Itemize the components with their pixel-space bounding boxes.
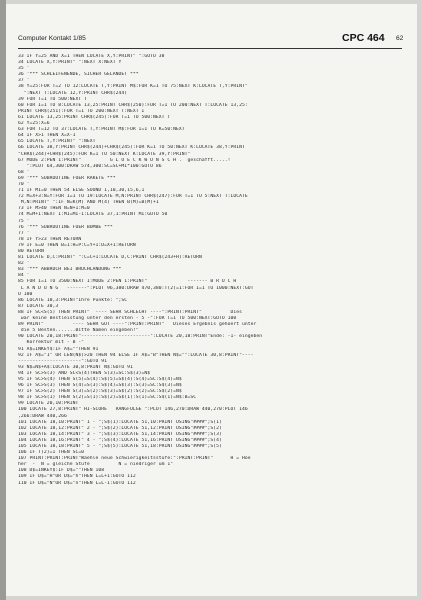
listing-line: L A N D U N G -------":PLOT 96,380:DRAW 470,380:T(2)=1:FOR I=1 TO 1000:NEXT:GOT [18,285,254,291]
magazine-issue-label: Computer Kontakt 1/85 [18,35,86,42]
listing-line: 36 '*** SCHLEIFENENDE, SICHER GELANDET *** [18,72,139,78]
listing-line: 61 LOCATE 13,25:PRINT CHR$(245):FOR T=1 TO 500:NEXT T [18,114,171,120]
listing-line: 68 ' [18,169,30,175]
listing-line: M,N:PRINT" ":IF N=K(M) AND M(4) THEN B(M)=B(M)+1 [18,200,159,206]
listing-line: 83 '*** ABBRUCH BEI BRUCHLANDUNG *** [18,267,122,273]
listing-line: ":NEXT T:LOCATE 12,Y:PRINT CHR$(244) [18,90,128,96]
listing-line: "CHR$(244)+CHR$(245):FOR K=1 TO 50:NEXT K:LOCATE 39,Y:PRINT" [18,151,191,157]
listing-line: 110 IF D$="N"OR D$="n"THEN L=L-1:GOTO 112 [18,480,136,486]
listing-line: 72 M=X+3:N=Y:FOR I=1 TO 19:LOCATE M,N:PRINT CHR$(247):FOR T=1 TO 5:NEXT T:LOCATE [18,194,248,200]
page-number: 62 [396,35,404,42]
listing-line: her - N = gleiche Stufe N = niedriger um 1" [18,462,174,468]
listing-line: 66 LOCATE 38,Y:PRINT CHR$(244)+CHR$(245):FOR K=1 TO 50:NEXT K:LOCATE 38,Y:PRINT [18,145,245,151]
listing-line: 87 LOCATE 30,3 [18,303,59,309]
listing-line: 102 LOCATE 18,12:PRINT" 2 - ";S$(2):LOCATE 51,12:PRINT USING"####";S(2) [18,425,222,431]
listing-line: 88 IF SC<S(5) THEN PRINT" ---- SEHR SCHLECHT ----":PRINT:PRINT" Dies [18,309,243,315]
listing-line: 35 ' [18,66,30,72]
listing-line: 77 ' [18,230,30,236]
basic-program-listing [18,54,402,576]
listing-line: 91 A$=INKEY$:IF A$=""THEN 91 [18,346,99,352]
listing-line: 37 ' [18,78,30,84]
listing-line: 65 LOCATE T,Y:PRINT" ":NEXT [18,139,96,145]
listing-line: 33 IF Y=25 AND X=1 THEN LOCATE X,Y:PRINT" ":GOTO 38 [18,54,165,59]
listing-line: 93 N$=N$+A$:LOCATE 30,8:PRINT N$:GOTO 91 [18,364,133,370]
listing-line: ,266:DRAW 440,266 [18,413,67,419]
listing-line: Korrektur mit - B -" [18,340,85,346]
listing-line: 97 IF SC>S(2) THEN S(3)=S(2):S$(3)=S$(2):S(2)=SC:S$(2)=N$ [18,389,182,395]
listing-line: 108 D$=INKEY$:IF D$=""THEN 108 [18,468,105,474]
listing-line: 75 ' [18,218,30,224]
listing-line: 100 LOCATE 27,8:PRINT" HI-SCORE RANGFOLGE ":PLOT 146,270:DRAW 440,270:PLOT 146 [18,407,248,413]
listing-line: ----------------------":GOTO 91 [18,358,108,364]
listing-line: 69 '*** SUBROUTINE FUER RAKETE *** [18,175,116,181]
listing-line: ":PLOT 64,300:DRAW 574,300:SC=SC+MI*100:GOTO 86 [18,163,162,169]
listing-line: 86 LOCATE 10,3:PRINT"Ihre Punkte: ";SC [18,297,128,303]
listing-line: O 100 [18,291,33,297]
listing-line: 34 LOCATE X,Y:PRINT" ":NEXT X:NEXT Y [18,60,122,66]
listing-line: 81 LOCATE D,C:PRINT" ":C=C+1:LOCATE D,C:PRINT CHR$(243+H):RETURN [18,255,202,261]
listing-line: 85 FOR I=1 TO 3500:NEXT I:MODE 2:PEN 1:PRINT" ------- B R U C H [18,279,237,285]
header-rule [18,48,402,49]
listing-line: 105 LOCATE 18,18:PRINT" 5 - ";S$(5):LOCATE 51,18:PRINT USING"####";S(5) [18,444,222,449]
listing-line: 89 PRINT" ---- SEHR GUT ----":PRINT:PRINT" Dieses Ergebnis gehoert unter [18,322,257,328]
listing-line: 101 LOCATE 18,10:PRINT" 1 - ";S$(1):LOCATE 51,10:PRINT USING"####";S(1) [18,419,222,425]
listing-line: 73 IF M>40 THEN N=N+1:M=0 [18,206,90,212]
listing-line: 92 IF A$="1" OR LEN(N$)>20 THEN 94 ELSE IF A$="B"THEN N$="":LOCATE 30,8:PRINT"---- [18,352,254,358]
listing-line: 99 LOCATE 20,10:PRINT [18,401,79,407]
listing-line: 79 IF E=0 THEN B=1:H=P:C=Y+1:D=X+1:RETURN [18,242,136,248]
listing-line: 84 ' [18,273,30,279]
listing-line: 106 IF T(2)=1 THEN SC=0 [18,450,85,456]
listing-line: 82 ' [18,261,30,267]
listing-line: 74 M=M+1:NEXT I:MI=MI-1:LOCATE 37,1:PRINT MI:GOTO 50 [18,212,168,218]
listing-line: 39 FOR T=1 TO 500:NEXT T [18,96,87,102]
listing-line: 94 IF SC>S(3) AND SC<S(4)THEN S(3)=SC:S$(3)=N$ [18,370,151,376]
listing-line: 63 FOR T=12 TO 37:LOCATE T,Y:PRINT M$:FOR I=1 TO K=50:NEXT [18,127,185,133]
listing-line: war keine Bestleistung unter den ersten - 5 -":FOR T=1 TO 500:NEXT:GOTO 100 [18,316,237,322]
listing-line: 95 IF SC>S(4) THEN S(5)=S(4):S$(5)=S$(4):S(4)=SC:S$(4)=N$ [18,376,182,382]
listing-line: 62 Y=25:X=6 [18,121,50,127]
listing-line: 107 PRINT:PRINT:PRINT"Waehle neue Schwierigkeitsstufe:":PRINT:PRINT" H = Hoe [18,456,251,462]
listing-line: PRINT CHR$(251):FOR T=1 TO 200:NEXT T:NEXT I [18,108,145,114]
listing-line: 80 RETURN [18,249,44,254]
listing-line: 38 Y=25:FOR T=2 TO 12:LOCATE T,Y:PRINT M$:FOR K=1 TO 75:NEXT K:LOCATE T,Y:PRINT" [18,84,248,90]
listing-line: die 5 Besten.......Bitte Namen eingeben!" [18,328,139,334]
listing-line: 90 LOCATE 20,18:PRINT"------------------------":LOCATE 20,18:PRINT"Ende: -1- eingeben [18,334,263,340]
listing-line: 109 IF D$="H"OR D$="h"THEN L=L+1:GOTO 112 [18,474,136,480]
listing-line: 78 IF Y>23 THEN RETURN [18,236,82,242]
page-header [18,34,402,46]
listing-line: 104 LOCATE 18,16:PRINT" 4 - ";S$(4):LOCATE 51,16:PRINT USING"####";S(4) [18,437,222,443]
section-title: CPC 464 [342,32,385,44]
listing-line: 76 '*** SUBROUTINE FUER BOMBE *** [18,224,113,230]
listing-line: 64 IF X>1 THEN X=X-1 [18,133,76,139]
listing-line: 98 IF SC>S(1) THEN S(2)=S(1):S$(2)=S$(1):S(1)=SC:S$(1)=N$:B=SC [18,395,197,401]
listing-line: 96 IF SC>S(3) THEN S(4)=S(3):S$(4)=S$(3):S(3)=SC:S$(3)=N$ [18,383,182,389]
listing-line: 67 MODE 2:PEN 1:PRINT" G L U E C K W U N S C H . geschafft.....! [18,157,231,163]
listing-line: 60 FOR I=1 TO 8:LOCATE 13,25:PRINT CHR$(250):FOR T=1 TO 200:NEXT T:LOCATE 13,25: [18,102,248,108]
listing-line: 70 ' [18,181,30,187]
listing-line: 103 LOCATE 18,14:PRINT" 3 - ";S$(3):LOCATE 51,14:PRINT USING"####";S(3) [18,431,222,437]
listing-line: 71 IF MI=0 THEN 54 ELSE SOUND 1,10,30,15,6,1 [18,188,145,194]
